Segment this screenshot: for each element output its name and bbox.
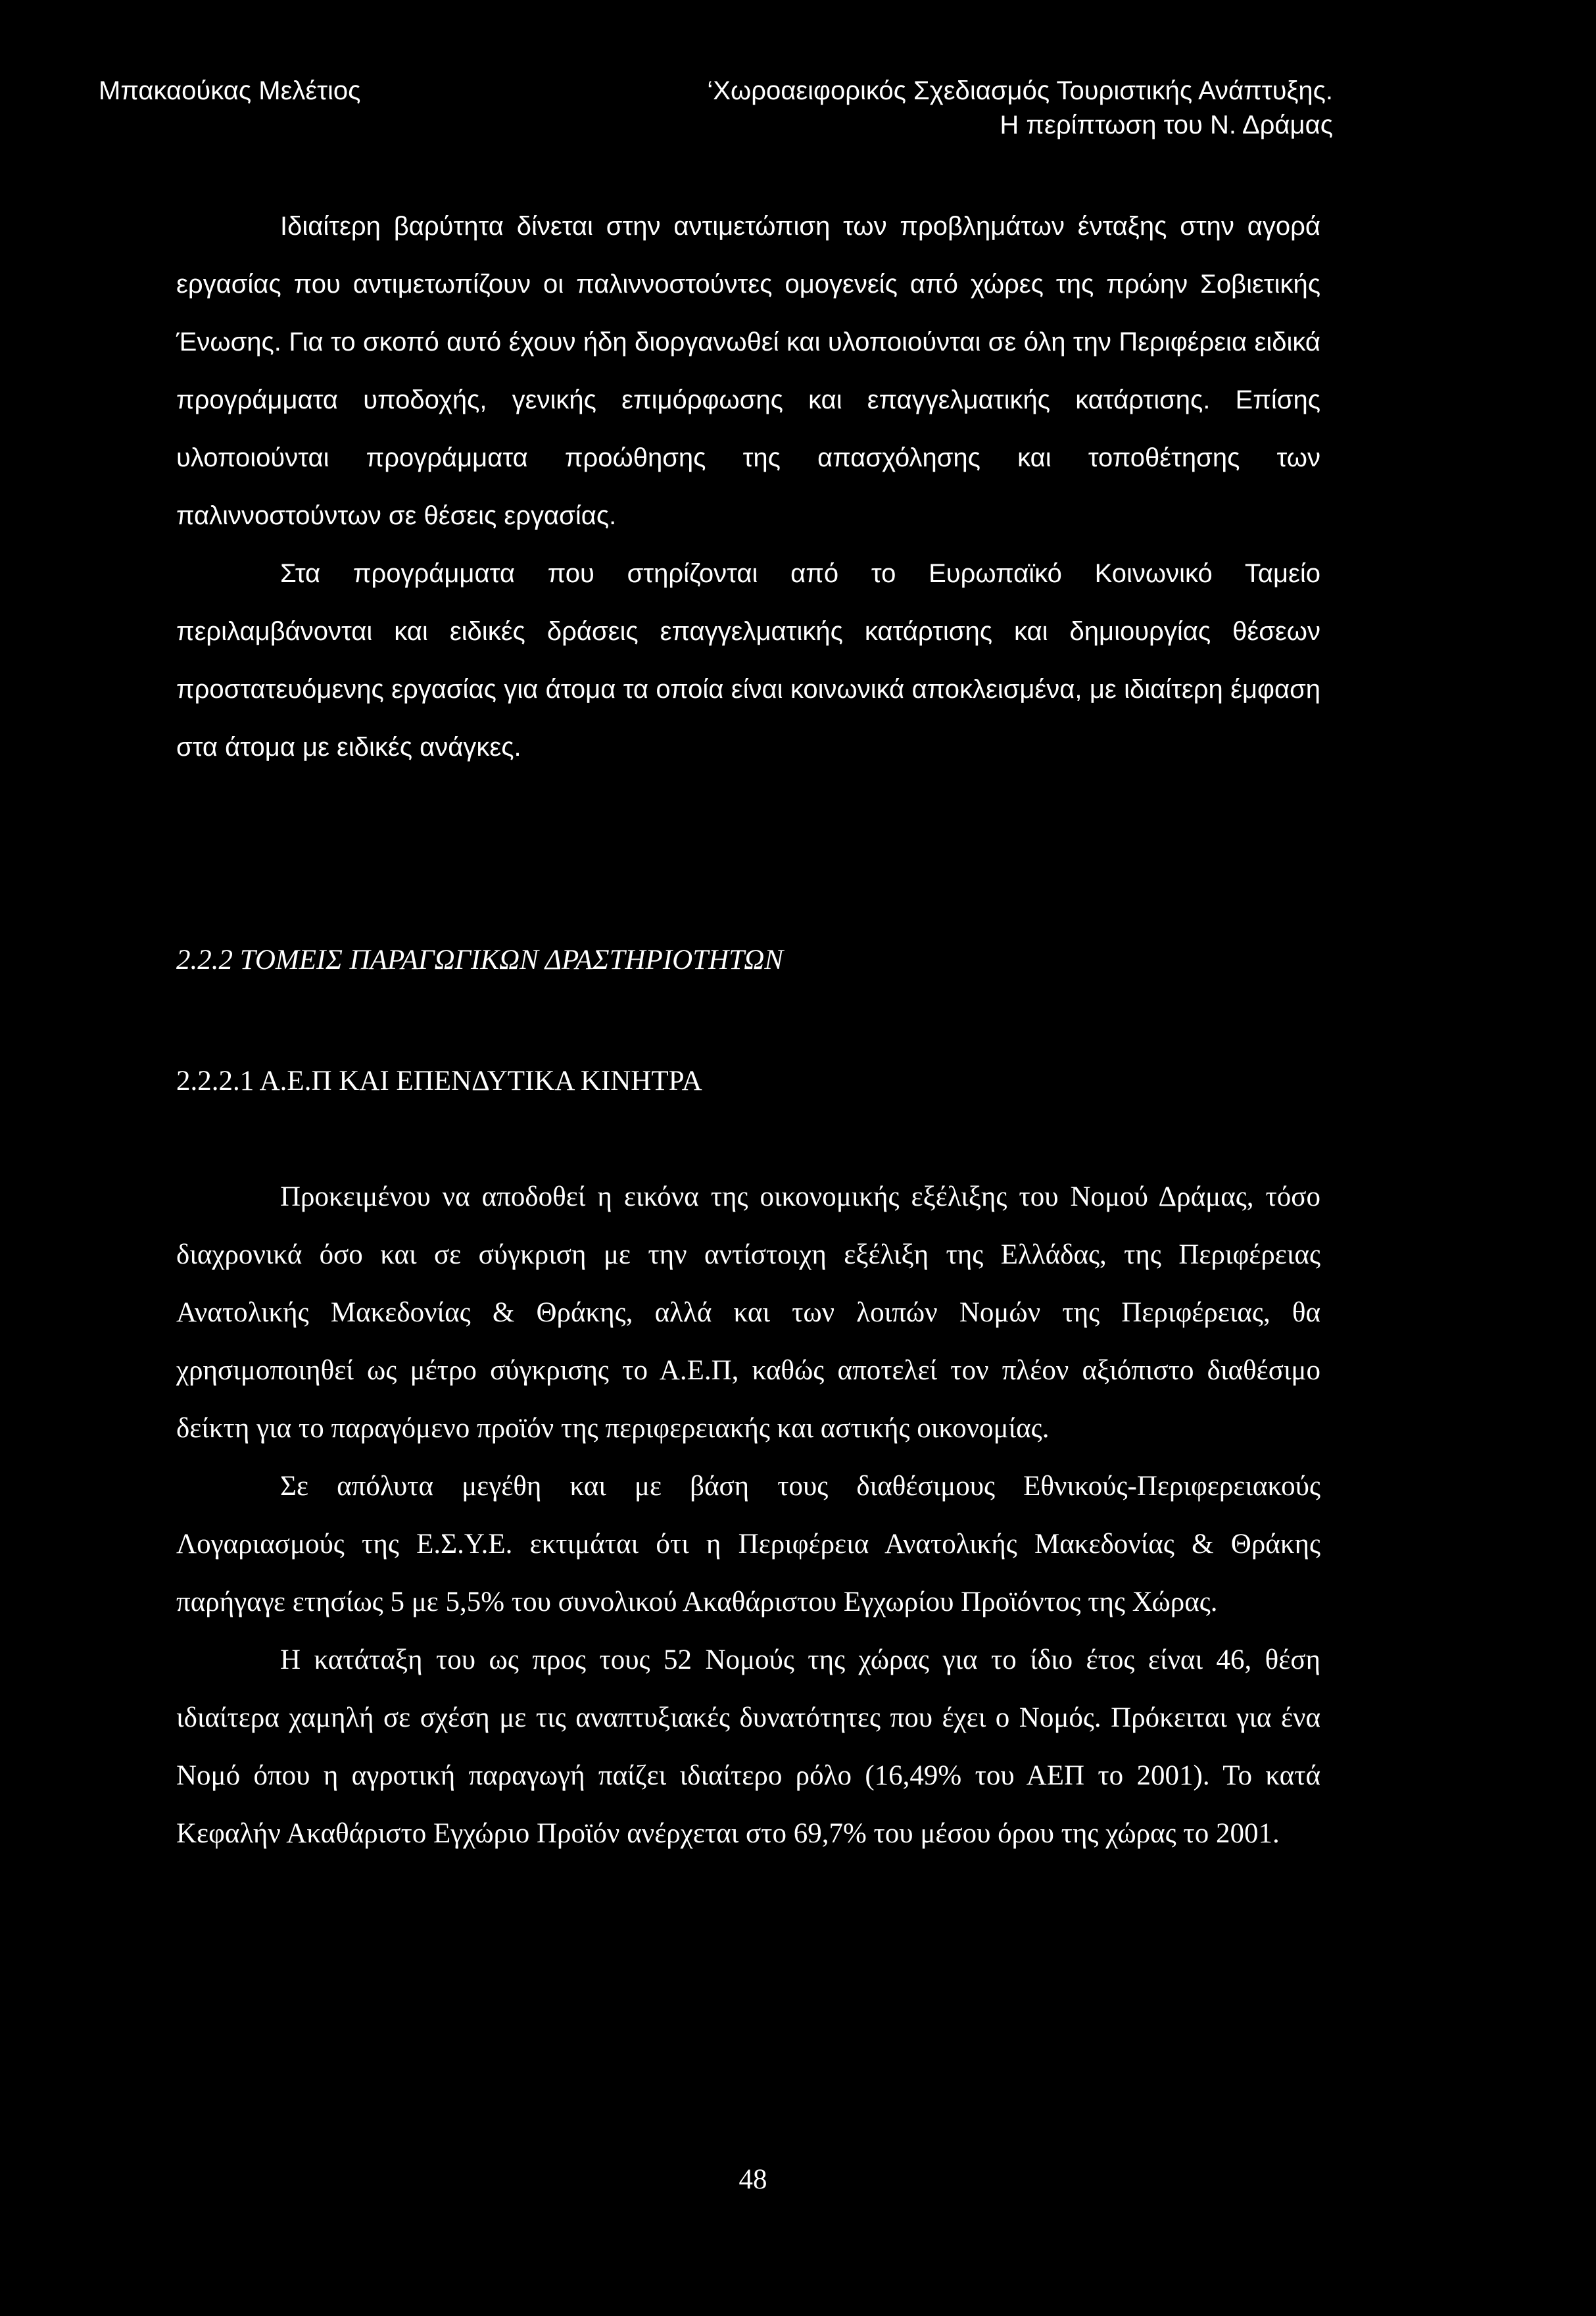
page-number: 48: [738, 2164, 767, 2195]
section-heading: 2.2.2 ΤΟΜΕΙΣ ΠΑΡΑΓΩΓΙΚΩΝ ΔΡΑΣΤΗΡΙΟΤΗΤΩΝ: [176, 945, 784, 975]
paragraph-gdp-comparison: Προκειμένου να αποδοθεί η εικόνα της οικονομικής εξέλιξης του Νομού Δράμας, τόσο διαχρονικά όσο και σε σύγκριση με την αντίστοιχη εξέλιξη της Ελλάδας, της Περιφέρειας Ανατολικής Μακεδονίας & Θράκης, αλλά και των λοιπών Νομών της Περιφέρειας, θα χρησιμοποιηθεί ως μέτρο σύγκρισης το Α.Ε.Π, καθώς αποτελεί τον πλέον αξιόπιστο διαθέσιμο δείκτη για το παραγόμενο προϊόν της περιφερειακής και αστικής οικονομίας.: [176, 1181, 1320, 1444]
paragraph-gdp-absolute: Σε απόλυτα μεγέθη και με βάση τους διαθέσιμους Εθνικούς-Περιφερειακούς Λογαριασμούς της Ε.Σ.Υ.Ε. εκτιμάται ότι η Περιφέρεια Ανατολικής Μακεδονίας & Θράκης παρήγαγε ετησίως 5 με 5,5% του συνολικού Ακαθάριστου Εγχωρίου Προϊόντος της Χώρας.: [176, 1471, 1320, 1617]
paragraph-gdp-ranking: Η κατάταξη του ως προς τους 52 Νομούς της χώρας για το ίδιο έτος είναι 46, θέση ιδιαίτερα χαμηλή σε σχέση με τις αναπτυξιακές δυνατότητες που έχει ο Νομός. Πρόκειται για ένα Νομό όπου η αγροτική παραγωγή παίζει ιδιαίτερο ρόλο (16,49% του ΑΕΠ το 2001). Το κατά Κεφαλήν Ακαθάριστο Εγχώριο Προϊόν ανέρχεται στο 69,7% του μέσου όρου της χώρας το 2001.: [176, 1644, 1320, 1849]
header-title: [707, 74, 1333, 142]
header-title-line-2: Η περίπτωση του Ν. Δράμας: [1000, 111, 1333, 139]
section-2-text: [176, 1168, 1320, 1863]
paragraph-repatriates: Ιδιαίτερη βαρύτητα δίνεται στην αντιμετώπιση των προβλημάτων ένταξης στην αγορά εργασίας που αντιμετωπίζουν οι παλιννοστούντες ομογενείς από χώρες της πρώην Σοβιετικής Ένωσης. Για το σκοπό αυτό έχουν ήδη διοργανωθεί και υλοποιούνται σε όλη την Περιφέρεια ειδικά προγράμματα υποδοχής, γενικής επιμόρφωσης και επαγγελματικής κατάρτισης. Επίσης υλοποιούνται προγράμματα προώθησης της απασχόλησης και τοποθέτησης των παλιννοστούντων σε θέσεις εργασίας.: [176, 212, 1320, 530]
subsection-heading: 2.2.2.1 Α.Ε.Π ΚΑΙ ΕΠΕΝΔΥΤΙΚΑ ΚΙΝΗΤΡΑ: [176, 1066, 702, 1096]
section-1-text: [176, 197, 1320, 776]
header-author: Μπακαούκας Μελέτιος: [99, 76, 361, 105]
paragraph-social-fund: Στα προγράμματα που στηρίζονται από το Ευρωπαϊκό Κοινωνικό Ταμείο περιλαμβάνονται και ειδικές δράσεις επαγγελματικής κατάρτισης και δημιουργίας θέσεων προστατευόμενης εργασίας για άτομα τα οποία είναι κοινωνικά αποκλεισμένα, με ιδιαίτερη έμφαση στα άτομα με ειδικές ανάγκες.: [176, 559, 1320, 762]
header-title-line-1: ‘Χωροαειφορικός Σχεδιασμός Τουριστικής Ανάπτυξης.: [707, 76, 1333, 105]
